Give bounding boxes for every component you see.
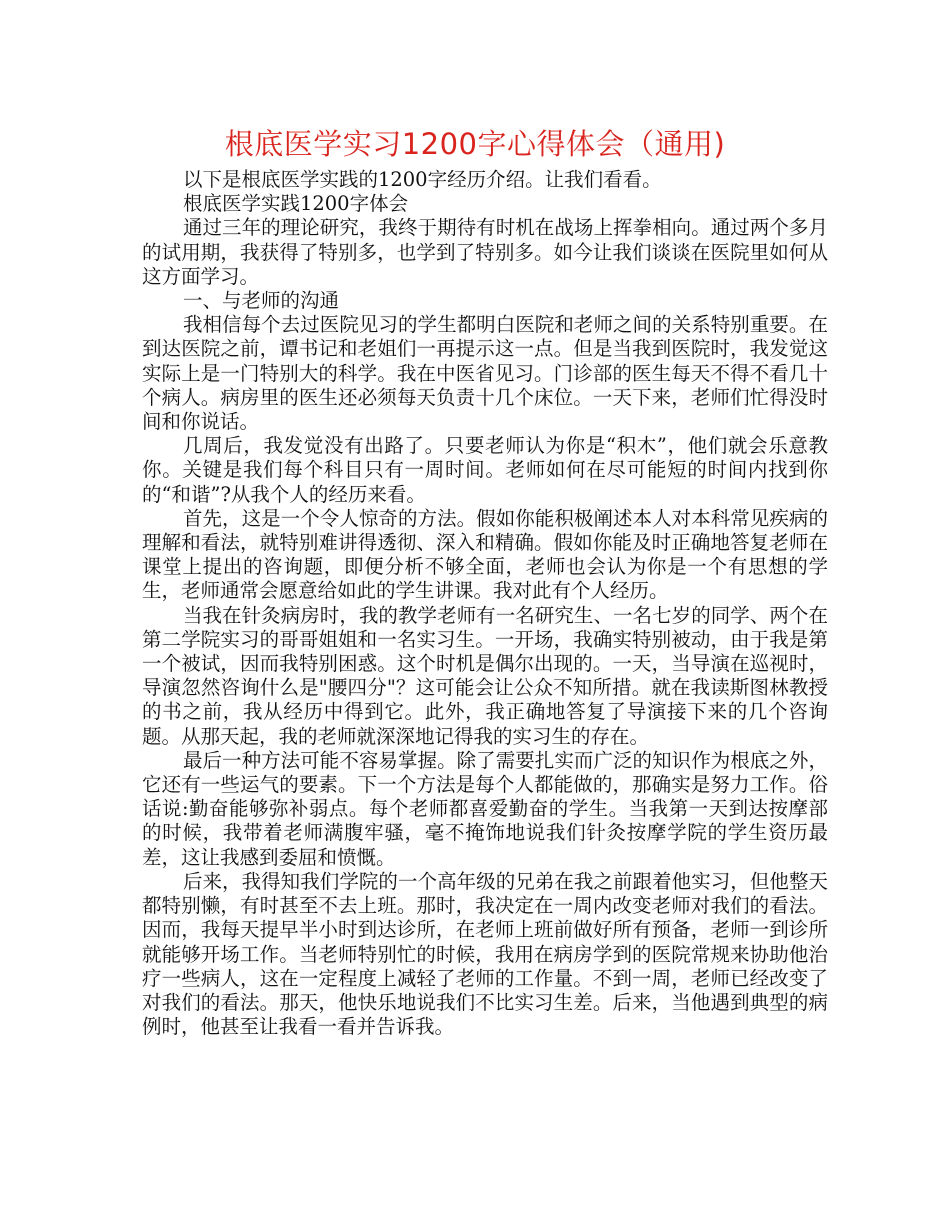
- section-heading-communication: 一、与老师的沟通: [182, 289, 339, 313]
- paragraph-acupuncture-ward: 当我在针灸病房时，我的教学老师有一名研究生、一名七岁的同学、两个在第二学院实习的哥哥姐姐和一名实习生。一开场，我确实特别被动，由于我是第一个被试，因而我特别困惑。这个时机是偶尔出现的。一天，当导演在巡视时，导演忽然咨询什么是"腰四分"？这可能会让公众不知所措。就在我读斯图林教授的书之前，我从经历中得到它。此外，我正确地答复了导演接下来的几个咨询题。从那天起，我的老师就深深地记得我的实习生的存在。: [142, 603, 828, 748]
- paragraph-first-method: 首先，这是一个令人惊奇的方法。假如你能积极阐述本人对本科常见疾病的理解和看法，就特别难讲得透彻、深入和精确。假如你能及时正确地答复老师在课堂上提出的咨询题，即便分析不够全面，老师也会认为你是一个有思想的学生，老师通常会愿意给如此的学生讲课。我对此有个人经历。: [142, 506, 828, 603]
- document-body: [142, 168, 828, 1039]
- paragraph-last-method: 最后一种方法可能不容易掌握。除了需要扎实而广泛的知识作为根底之外，它还有一些运气的要素。下一个方法是每个人都能做的，那确实是努力工作。俗话说:勤奋能够弥补弱点。每个老师都喜爱勤奋的学生。当我第一天到达按摩部的时候，我带着老师满腹牢骚，毫不掩饰地说我们针灸按摩学院的学生资历最差，这让我感到委屈和愤慨。: [142, 748, 828, 869]
- paragraph-intro: 以下是根底医学实践的1200字经历介绍。让我们看看。: [182, 168, 662, 191]
- paragraph-subtitle: 根底医学实践1200字体会: [182, 192, 409, 216]
- paragraph-later: 后来，我得知我们学院的一个高年级的兄弟在我之前跟着他实习，但他整天都特别懒，有时甚至不去上班。那时，我决定在一周内改变老师对我们的看法。因而，我每天提早半小时到达诊所，在老师上班前做好所有预备，老师一到诊所就能够开场工作。当老师特别忙的时候，我用在病房学到的医院常规来协助他治疗一些病人，这在一定程度上减轻了老师的工作量。不到一周，老师已经改变了对我们的看法。那天，他快乐地说我们不比实习生差。后来，当他遇到典型的病例时，他甚至让我看一看并告诉我。: [142, 869, 828, 1039]
- paragraph-few-weeks: 几周后，我发觉没有出路了。只要老师认为你是“积木”，他们就会乐意教你。关键是我们每个科目只有一周时间。老师如何在尽可能短的时间内找到你的“和谐”?从我个人的经历来看。: [142, 434, 828, 506]
- paragraph-opening: 通过三年的理论研究，我终于期待有时机在战场上挥拳相向。通过两个多月的试用期，我获得了特别多，也学到了特别多。如今让我们谈谈在医院里如何从这方面学习。: [142, 216, 828, 288]
- paragraph-hospital-relationship: 我相信每个去过医院见习的学生都明白医院和老师之间的关系特别重要。在到达医院之前，谭书记和老姐们一再提示这一点。但是当我到医院时，我发觉这实际上是一门特别大的科学。我在中医省见习。门诊部的医生每天不得不看几十个病人。病房里的医生还必须每天负责十几个床位。一天下来，老师们忙得没时间和你说话。: [142, 313, 828, 434]
- document-title: 根底医学实习1200字心得体会（通用): [224, 127, 726, 161]
